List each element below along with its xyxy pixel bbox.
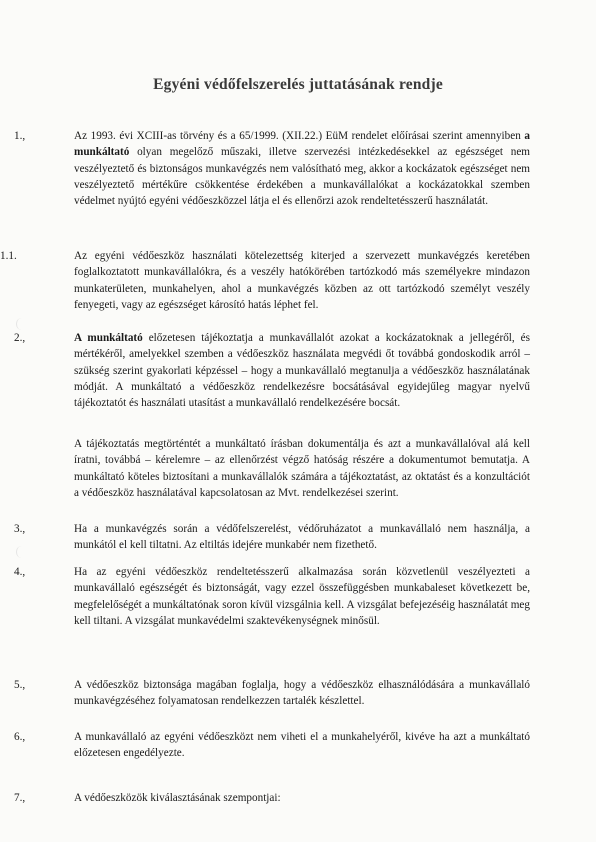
section-1-1: [0, 248, 530, 313]
section-number: 3.,: [14, 523, 26, 535]
section-5: [14, 677, 530, 710]
section-text: A tájékoztatás megtörténtét a munkáltató írásban dokumentálja és azt a munkavállalóval alá kell íratni, továbbá – kérelemre – az ellenőrzést végző hatóság részére a dokumentumot bemutatja. A munkáltató köteles biztosítani a munkavállalók számára a tájékoztatást, az oktatást és a konzultációt a védőeszköz használatával kapcsolatosan az Mvt. rendelkezései szerint.: [74, 438, 530, 499]
section-text: Ha az egyéni védőeszköz rendeltetésszerű alkalmazása során közvetlenül veszélyezteti a munkavállaló egészségét és biztonságát, vagy ezzel összefüggésben munkabaleset következett be, megfelelőségét a munkáltatónak soron kívül vizsgálnia kell. A vizsgálat befejezéséig használatát meg kell tiltani. A vizsgálat munkavédelmi szaktevékenységnek minősül.: [74, 566, 530, 627]
section-text: A védőeszköz biztonsága magában foglalja, hogy a védőeszköz elhasználódására a munkavállaló munkavégzéséhez folyamatosan rendelkezzen tartalék készlettel.: [74, 679, 530, 708]
emphasis: A munkáltató: [74, 332, 143, 344]
section-number: 1.1.: [0, 250, 17, 262]
punch-hole-mark: [16, 318, 27, 330]
section-number: 2.,: [14, 332, 26, 344]
emphasis: a munkáltató: [74, 130, 530, 159]
section-text: Az egyéni védőeszköz használati kötelezettség kiterjed a szervezett munkavégzés keretében foglalkoztatott munkavállalókra, és a veszély hatókörében tartózkodó más személyekre mindazon munkaterületen, munkahelyen, ahol a munkavégzés közben az ott tartózkodó személyt veszély fenyegeti, vagy az egészséget károsító hatás léphet fel.: [74, 250, 530, 311]
section-1: [14, 128, 530, 209]
section-number: 5.,: [14, 679, 26, 691]
section-number: 7.,: [14, 792, 26, 804]
section-3: [14, 521, 530, 554]
section-4: [14, 564, 530, 629]
section-2: [14, 330, 530, 411]
section-number: 6.,: [14, 731, 26, 743]
section-text: A védőeszközök kiválasztásának szempontjai:: [74, 792, 281, 804]
punch-hole-mark: [16, 546, 27, 558]
section-7: [14, 790, 530, 806]
section-text: A munkavállaló az egyéni védőeszközt nem viheti el a munkahelyéről, kivéve ha azt a munkáltató előzetesen engedélyezte.: [74, 731, 530, 760]
section-text: Az 1993. évi XCIII-as törvény és a 65/1999. (XII.22.) EüM rendelet előírásai szerint amennyiben a munkáltató olyan megelőző műszaki, illetve szervezési intézkedésekkel az egészséget nem veszélyeztető és biztonságos munkavégzés nem valósítható meg, akkor a kockázatok egészséget nem veszélyeztető mértékűre csökkentése érdekében a munkavállalókat a kockázatokkal szemben védelmet nyújtó egyéni védőeszközzel látja el és ellenőrzi azok rendeltetésszerű használatát.: [74, 130, 530, 208]
section-text: A munkáltató előzetesen tájékoztatja a munkavállalót azokat a kockázatoknak a jellegéről, és mértékéről, amelyekkel szemben a védőeszköz használata megvédi őt továbbá gondoskodik arról – szükség szerint gyakorlati képzéssel – hogy a munkavállaló megtanulja a védőeszköz használatának módját. A munkáltató a védőeszköz rendelkezésre bocsátásával egyidejűleg magyar nyelvű tájékoztatót és használati utasítást a munkavállaló rendelkezésére bocsát.: [74, 332, 530, 410]
section-2-paragraph-2: [74, 436, 530, 501]
document-title: Egyéni védőfelszerelés juttatásának rendje: [153, 76, 443, 93]
section-6: [14, 729, 530, 762]
section-text: Ha a munkavégzés során a védőfelszerelést, védőruházatot a munkavállaló nem használja, a munkától el kell tiltatni. Az eltiltás idejére munkabér nem fizethető.: [74, 523, 530, 552]
section-number: 4.,: [14, 566, 26, 578]
section-number: 1.,: [14, 130, 26, 142]
